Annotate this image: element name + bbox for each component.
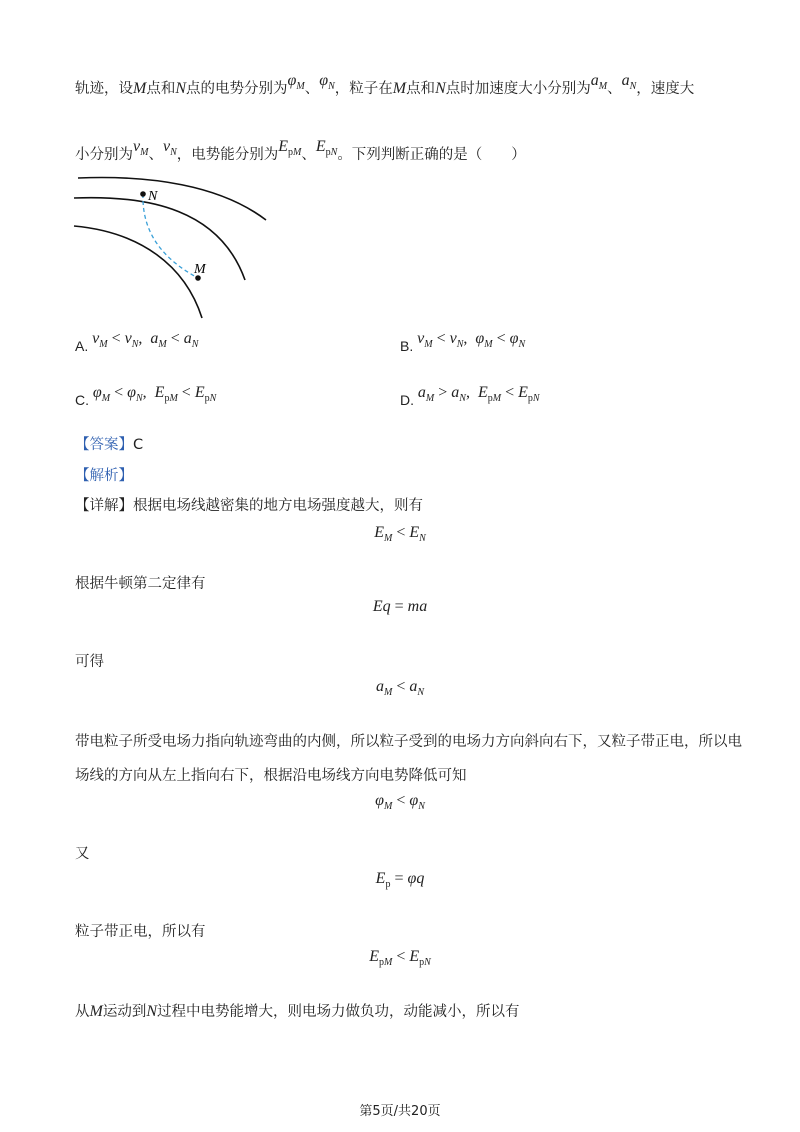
text: ，粒子在 [334,81,393,97]
equation-ep-compare: $E_{pM} < E_{pN}$ [369,948,431,968]
answer-line [75,433,143,454]
label-n: N [148,189,158,204]
label-m: M [194,262,206,277]
symbol-n: N [146,1003,157,1020]
question-line-2 [75,138,526,164]
detail-p4a: 带电粒子所受电场力指向轨迹弯曲的内侧，所以粒子受到的电场力方向斜向右下，又粒子带正电，所以电 [75,734,742,750]
symbol-n: N [175,80,186,97]
detail-p2: 根据牛顿第二定律有 [75,576,206,592]
text: 点和 [146,81,176,97]
symbol-m: M [89,1003,103,1020]
equation-a-compare: $a_M < a_N$ [375,678,425,698]
answer-tag: 【答案】 [75,437,133,453]
detail-p6: 粒子带正电，所以有 [75,924,206,940]
field-lines-figure [70,170,280,320]
detail-p7 [75,1000,520,1021]
equation-phi-compare: $\varphi_M < \varphi_N$ [375,792,425,812]
text: 小分别为 [75,147,133,163]
phi-n: $\varphi_N$ [319,72,335,92]
text: 、 [301,147,316,163]
text: 、 [607,81,622,97]
page-footer: 第5页/共20页 [359,1104,441,1119]
symbol-m: M [392,80,407,97]
option-a-formula: $v_M < v_N$, $a_M < a_N$ [92,330,199,350]
option-a[interactable] [75,330,199,358]
text: 点的电势分别为 [186,81,288,97]
option-d[interactable] [400,384,540,412]
text: 根据电场线越密集的地方电场强度越大，则有 [133,498,423,514]
option-label: D. [400,392,414,408]
option-b[interactable] [400,330,526,358]
e-pn: $E_{pN}$ [315,138,338,158]
text: 。下列判断正确的是（ ） [337,147,526,163]
option-label: C. [75,392,89,408]
text: 轨迹，设 [75,81,133,97]
text: ，速度大 [636,81,695,97]
equation-e-compare: $E_M < E_N$ [374,524,426,544]
phi-m: $\varphi_M$ [287,72,305,92]
symbol-m: M [133,80,147,97]
analysis-tag: 【解析】 [75,468,133,484]
text: 、 [304,81,320,97]
a-m: $a_M$ [590,72,608,92]
option-c-formula: $\varphi_M < \varphi_N$, $E_{pM} < E_{pN}$ [92,384,217,404]
v-n: $v_N$ [162,138,177,158]
text: 点和 [406,81,436,97]
a-n: $a_N$ [621,72,637,92]
field-line-bottom [74,226,202,318]
text: 点时加速度大小分别为 [445,81,591,97]
option-label: A. [75,338,89,354]
text: 运动到 [102,1004,147,1020]
text: 过程中电势能增大，则电场力做负功，动能减小，所以有 [157,1004,520,1020]
detail-p5: 又 [75,846,90,862]
detail-p3: 可得 [75,654,104,670]
text: 、 [148,147,163,163]
option-c[interactable] [75,384,217,412]
e-pm: $E_{pM}$ [278,138,302,158]
option-b-formula: $v_M < v_N$, $\varphi_M < \varphi_N$ [417,330,526,350]
equation-newton: Eq = ma [372,598,428,615]
question-line-1 [75,72,694,98]
equation-ep: $E_p = \varphi q$ [375,870,425,890]
detail-p4b: 场线的方向从左上指向右下，根据沿电场线方向电势降低可知 [75,768,467,784]
point-n [140,191,146,197]
option-label: B. [400,338,414,354]
detail-tag: 【详解】 [75,498,133,514]
field-line-middle [74,198,245,280]
text: 从 [75,1004,90,1020]
answer-value: C [133,437,144,453]
detail-p1 [75,494,423,515]
v-m: $v_M$ [133,138,149,158]
text: ，电势能分别为 [176,147,279,163]
option-d-formula: $a_M > a_N$, $E_{pM} < E_{pN}$ [417,384,540,404]
symbol-n: N [435,80,446,97]
